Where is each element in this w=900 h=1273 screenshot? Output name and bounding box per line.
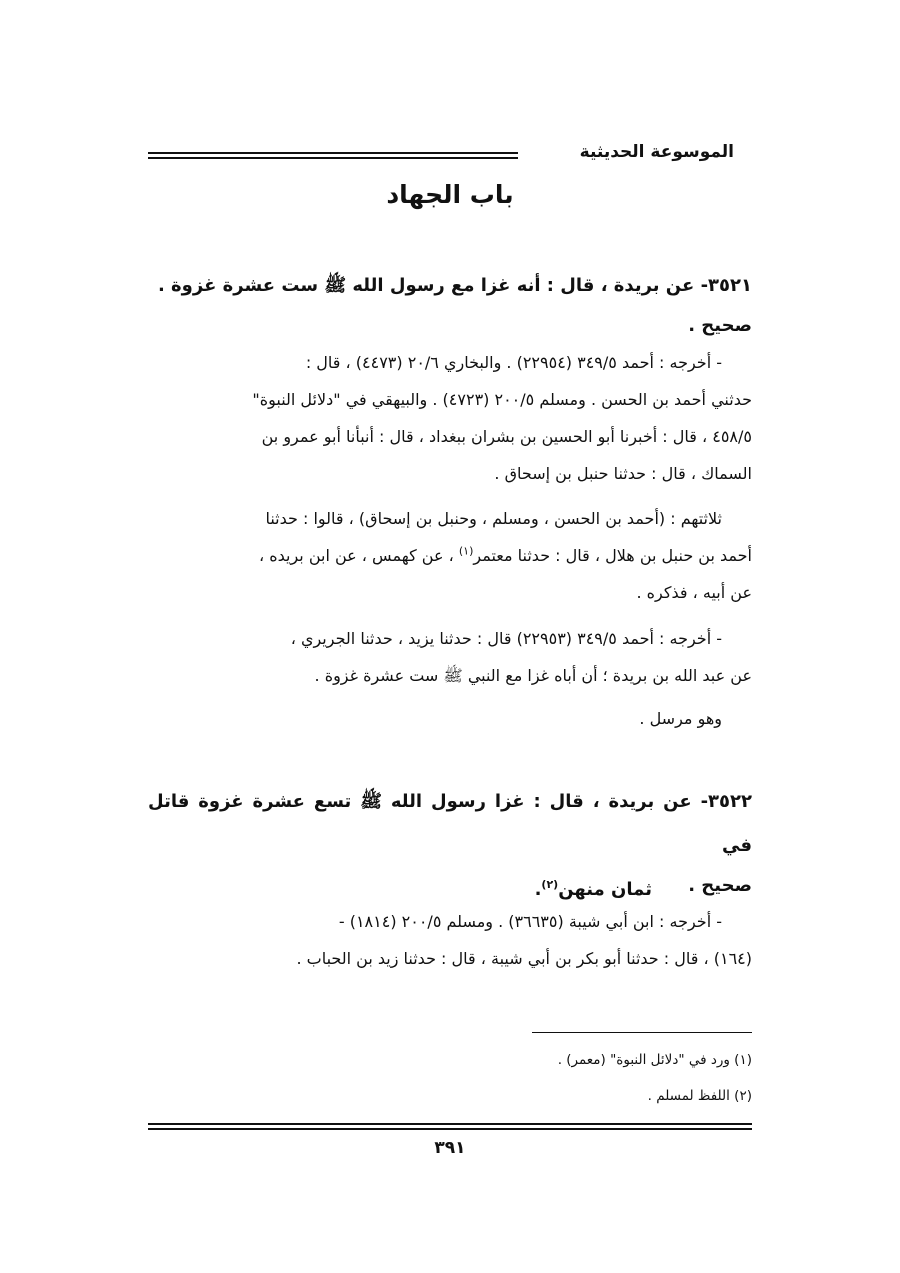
footnote-ref-2: (٢) — [541, 878, 559, 891]
running-title-text: الموسوعة الحديثية — [579, 142, 734, 162]
footnote-separator — [532, 1032, 752, 1033]
hadith-3522-heading-line: ٣٥٢٢- عن بريدة ، قال : غزا رسول الله ﷺ تسع عشرة غزوة قاتل في — [148, 791, 752, 856]
text-line — [148, 700, 752, 737]
text-line-content: - أخرجه : ابن أبي شيبة (٣٦٦٣٥) . ومسلم ٢٠٠/٥ (١٨١٤) - — [338, 912, 722, 931]
text-line: (١٦٤) ، قال : حدثنا أبو بكر بن أبي شيبة ، قال : حدثنا زيد بن الحباب . — [296, 949, 752, 968]
text-line: عن أبيه ، فذكره . — [636, 583, 752, 602]
hadith-3521-note — [148, 700, 752, 737]
text-line — [148, 903, 752, 940]
text-line: عن عبد الله بن بريدة ؛ أن أباه غزا مع النبي ﷺ ست عشرة غزوة . — [314, 666, 752, 685]
text-line — [148, 344, 752, 381]
text-line: حدثني أحمد بن الحسن . ومسلم ٢٠٠/٥ (٤٧٢٣) . والبيهقي في "دلائل النبوة" — [252, 390, 752, 409]
text-line: السماك ، قال : حدثنا حنبل بن إسحاق . — [494, 464, 752, 483]
text-line — [148, 537, 752, 574]
page-number: ٣٩١ — [434, 1138, 466, 1158]
text-line-content: أحمد بن حنبل بن هلال ، قال : حدثنا معتمر — [473, 546, 752, 565]
hadith-3521-heading-line: ٣٥٢١- عن بريدة ، قال : أنه غزا مع رسول الله ﷺ ست عشرة غزوة . — [157, 275, 752, 296]
text-line — [148, 500, 752, 537]
footnote-1: (١) ورد في "دلائل النبوة" (معمر) . — [557, 1052, 752, 1068]
footnote-2: (٢) اللفظ لمسلم . — [647, 1088, 752, 1104]
text-line-content: ثلاثتهم : (أحمد بن الحسن ، ومسلم ، وحنبل بن إسحاق) ، قالوا : حدثنا — [265, 509, 722, 528]
text-line: ٤٥٨/٥ ، قال : أخبرنا أبو الحسين بن بشران ببغداد ، قال : أنبأنا أبو عمرو بن — [261, 427, 752, 446]
header-double-rule — [148, 152, 518, 159]
book-page — [148, 0, 752, 1273]
hadith-3522-grade: صحيح . — [688, 875, 752, 896]
text-line-content: . — [534, 879, 542, 900]
text-line-content: - أخرجه : أحمد ٣٤٩/٥ (٢٢٩٥٤) . والبخاري ٢٠/٦ (٤٤٧٣) ، قال : — [305, 353, 722, 372]
text-line-content: ، عن كهمس ، عن ابن بريده ، — [258, 546, 454, 565]
hadith-3522-takhrij-1 — [148, 903, 752, 977]
text-line-content: - أخرجه : أحمد ٣٤٩/٥ (٢٢٩٥٣) قال : حدثنا يزيد ، حدثنا الجريري ، — [290, 629, 722, 648]
footnote-ref-1: (١) — [458, 544, 474, 558]
footer-double-rule — [148, 1123, 752, 1130]
hadith-3521-takhrij-2 — [148, 500, 752, 611]
hadith-3521-takhrij-3 — [148, 620, 752, 694]
hadith-3521-heading — [148, 264, 752, 308]
chapter-title: باب الجهاد — [386, 180, 514, 209]
header-rule-left — [148, 140, 518, 170]
hadith-3521-takhrij-1 — [148, 344, 752, 492]
hadith-3521-grade: صحيح . — [688, 315, 752, 336]
text-line-content: ثمان منهن — [558, 879, 652, 900]
running-header — [148, 140, 752, 170]
text-line — [148, 620, 752, 657]
text-line-content: وهو مرسل . — [639, 709, 722, 728]
